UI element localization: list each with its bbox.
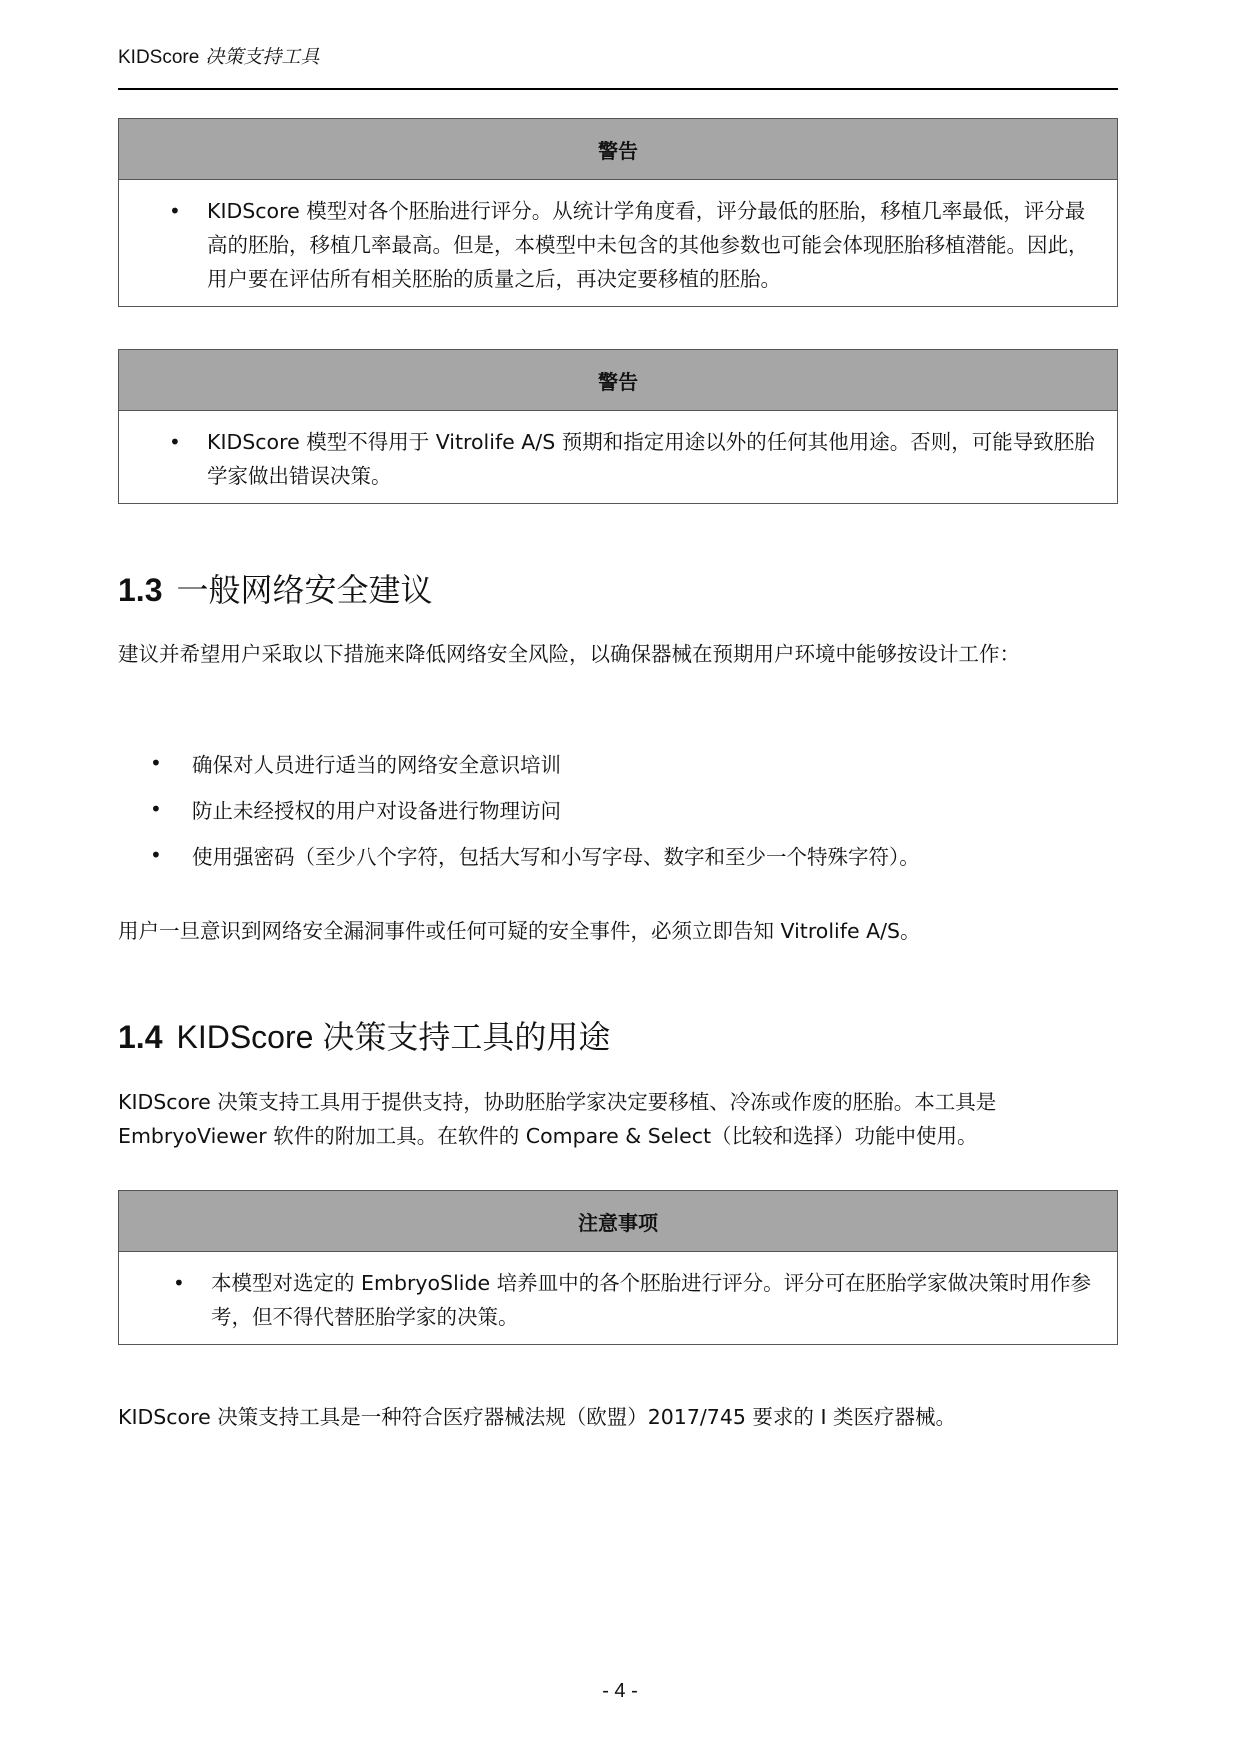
note-text: 本模型对选定的 EmbryoSlide 培养皿中的各个胚胎进行评分。评分可在胚胎学家做决策时用作参考，但不得代替胚胎学家的决策。 xyxy=(211,1271,1092,1329)
list-item-text: 使用强密码（至少八个字符，包括大写和小写字母、数字和至少一个特殊字符）。 xyxy=(192,845,920,869)
header-brand: KIDScore xyxy=(118,47,200,68)
warning-box-title: 警告 xyxy=(119,119,1117,180)
section-intro: 建议并希望用户采取以下措施来降低网络安全风险，以确保器械在预期用户环境中能够按设计工作： xyxy=(118,642,1020,666)
section-heading-1-3 xyxy=(118,565,433,611)
bullet-icon: • xyxy=(150,751,162,775)
note-box xyxy=(118,1190,1118,1345)
section-number: 1.3 xyxy=(118,572,163,608)
section-intro: KIDScore 决策支持工具用于提供支持，协助胚胎学家决定要移植、冷冻或作废的胚胎。本工具是 EmbryoViewer 软件的附加工具。在软件的 Compare & Select（比较和选择）功能中使用。 xyxy=(118,1090,997,1148)
section-title: 一般网络安全建议 xyxy=(176,572,433,608)
list-item xyxy=(150,786,1100,832)
recommendation-list xyxy=(150,740,1100,878)
section-closing: 用户一旦意识到网络安全漏洞事件或任何可疑的安全事件，必须立即告知 Vitrolife A/S。 xyxy=(118,919,921,943)
warning-box-title: 警告 xyxy=(119,350,1117,411)
warning-bullet xyxy=(167,425,1095,493)
warning-text: KIDScore 模型对各个胚胎进行评分。从统计学角度看，评分最低的胚胎，移植几率最低，评分最高的胚胎，移植几率最高。但是，本模型中未包含的其他参数也可能会体现胚胎移植潜能。因此，用户要在评估所有相关胚胎的质量之后，再决定要移植的胚胎。 xyxy=(207,199,1089,291)
warning-box-1 xyxy=(118,118,1118,307)
warning-bullet xyxy=(167,194,1095,296)
page-header xyxy=(118,38,1118,90)
bullet-icon: • xyxy=(173,1271,185,1295)
bullet-icon: • xyxy=(150,797,162,821)
bullet-icon: • xyxy=(150,843,162,867)
section-title: KIDScore 决策支持工具的用途 xyxy=(176,1019,611,1055)
list-item-text: 防止未经授权的用户对设备进行物理访问 xyxy=(192,799,561,823)
warning-text: KIDScore 模型不得用于 Vitrolife A/S 预期和指定用途以外的任何其他用途。否则，可能导致胚胎学家做出错误决策。 xyxy=(207,430,1095,488)
warning-box-2 xyxy=(118,349,1118,504)
bullet-icon: • xyxy=(169,430,181,454)
page-number: - 4 - xyxy=(602,1680,638,1702)
section-heading-1-4 xyxy=(118,1012,610,1058)
section-number: 1.4 xyxy=(118,1019,163,1055)
header-title xyxy=(118,42,319,69)
list-item xyxy=(150,832,1100,878)
bullet-icon: • xyxy=(169,199,181,223)
list-item xyxy=(150,740,1100,786)
section-closing: KIDScore 决策支持工具是一种符合医疗器械法规（欧盟）2017/745 要求的 I 类医疗器械。 xyxy=(118,1405,957,1429)
note-bullet xyxy=(171,1266,1095,1334)
note-box-title: 注意事项 xyxy=(119,1191,1117,1252)
list-item-text: 确保对人员进行适当的网络安全意识培训 xyxy=(192,753,561,777)
header-subtitle: 决策支持工具 xyxy=(205,46,320,68)
